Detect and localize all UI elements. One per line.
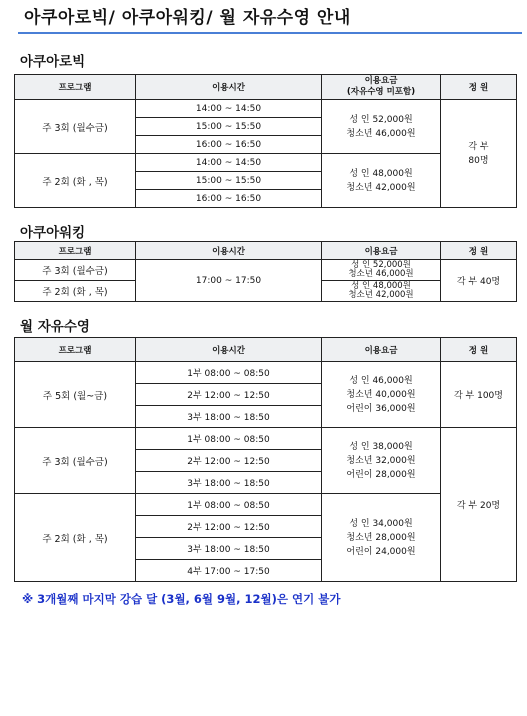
program-cell: 주 3회 (월수금) (15, 260, 136, 281)
fee-cell: 성 인 52,000원 청소년 46,000원 (322, 100, 441, 154)
section-title-aerobic: 아쿠아로빅 (20, 54, 86, 70)
section-title-free-swim: 월 자유수영 (20, 319, 90, 335)
postponement-note: ※ 3개월째 마지막 강습 달 (3월, 6월 9월, 12월)은 연기 불가 (22, 592, 341, 606)
program-cell: 주 2회 (화 , 목) (15, 494, 136, 582)
header-capacity: 정 원 (441, 75, 517, 100)
header-time: 이용시간 (136, 242, 322, 260)
time-cell: 1부 08:00 ~ 08:50 (136, 362, 322, 384)
fee-cell: 성 인 48,000원 청소년 42,000원 (322, 281, 441, 302)
header-fee: 이용요금 (322, 242, 441, 260)
time-cell: 16:00 ~ 16:50 (136, 136, 322, 154)
fee-cell: 성 인 38,000원 청소년 32,000원 어린이 28,000원 (322, 428, 441, 494)
header-time: 이용시간 (136, 75, 322, 100)
aerobic-table (14, 74, 517, 208)
fee-cell: 성 인 46,000원 청소년 40,000원 어린이 36,000원 (322, 362, 441, 428)
walking-table (14, 241, 517, 302)
time-cell: 1부 08:00 ~ 08:50 (136, 494, 322, 516)
time-cell: 3부 18:00 ~ 18:50 (136, 538, 322, 560)
capacity-cell: 각 부 100명 (441, 362, 517, 428)
program-cell: 주 3회 (월수금) (15, 428, 136, 494)
capacity-cell: 각 부 40명 (441, 260, 517, 302)
time-cell: 2부 12:00 ~ 12:50 (136, 516, 322, 538)
header-fee: 이용요금 (322, 338, 441, 362)
header-capacity: 정 원 (441, 338, 517, 362)
free-swim-table (14, 337, 517, 582)
time-cell: 15:00 ~ 15:50 (136, 172, 322, 190)
time-cell: 4부 17:00 ~ 17:50 (136, 560, 322, 582)
fee-cell: 성 인 34,000원 청소년 28,000원 어린이 24,000원 (322, 494, 441, 582)
header-time: 이용시간 (136, 338, 322, 362)
time-cell: 3부 18:00 ~ 18:50 (136, 472, 322, 494)
time-cell: 14:00 ~ 14:50 (136, 154, 322, 172)
time-cell: 17:00 ~ 17:50 (136, 260, 322, 302)
time-cell: 16:00 ~ 16:50 (136, 190, 322, 208)
header-program: 프로그램 (15, 338, 136, 362)
program-cell: 주 2회 (화 , 목) (15, 281, 136, 302)
page-title: 아쿠아로빅/ 아쿠아워킹/ 월 자유수영 안내 (18, 6, 522, 34)
capacity-cell: 각 부 20명 (441, 428, 517, 582)
header-program: 프로그램 (15, 75, 136, 100)
time-cell: 2부 12:00 ~ 12:50 (136, 450, 322, 472)
time-cell: 15:00 ~ 15:50 (136, 118, 322, 136)
fee-cell: 성 인 52,000원 청소년 46,000원 (322, 260, 441, 281)
program-cell: 주 3회 (월수금) (15, 100, 136, 154)
time-cell: 3부 18:00 ~ 18:50 (136, 406, 322, 428)
time-cell: 14:00 ~ 14:50 (136, 100, 322, 118)
fee-cell: 성 인 48,000원 청소년 42,000원 (322, 154, 441, 208)
section-title-walking: 아쿠아워킹 (20, 225, 86, 241)
time-cell: 1부 08:00 ~ 08:50 (136, 428, 322, 450)
header-fee: 이용요금 (자유수영 미포함) (322, 75, 441, 100)
program-cell: 주 2회 (화 , 목) (15, 154, 136, 208)
program-cell: 주 5회 (월~금) (15, 362, 136, 428)
header-program: 프로그램 (15, 242, 136, 260)
capacity-cell: 각 부 80명 (441, 100, 517, 208)
time-cell: 2부 12:00 ~ 12:50 (136, 384, 322, 406)
header-capacity: 정 원 (441, 242, 517, 260)
